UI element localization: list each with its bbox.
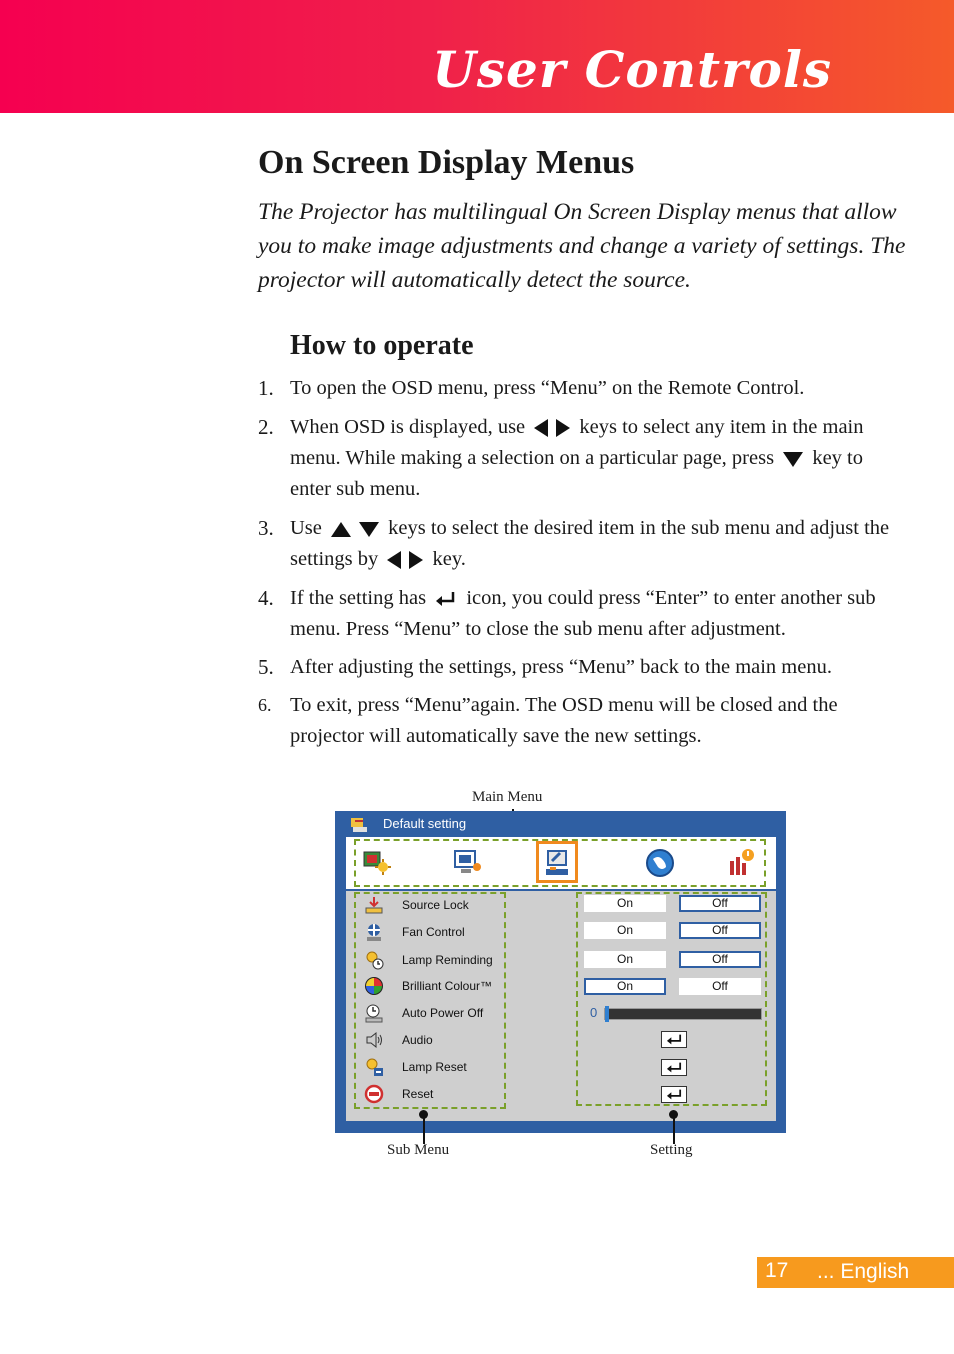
step-number: 5. xyxy=(258,655,274,679)
osd-body: Source Lock Fan Control Lamp Reminding Brilliant Colour™ Auto Power Off Audio Lamp Reset Reset On Off On Off On Off On Off 0 xyxy=(346,891,776,1121)
speaker-icon xyxy=(364,1030,384,1050)
setting-icon[interactable] xyxy=(542,847,574,879)
steps-list xyxy=(258,373,908,752)
step-text-a: If the setting has xyxy=(290,587,427,609)
section-title: On Screen Display Menus xyxy=(258,144,635,181)
step-text-a: Use xyxy=(290,517,322,539)
auto-power-off-value: 0 xyxy=(590,1005,598,1020)
option-brilliant-colour-on[interactable]: On xyxy=(584,978,666,995)
lamp-reminder-icon xyxy=(364,950,384,970)
page-number: 17 xyxy=(765,1259,789,1282)
step-4 xyxy=(258,583,908,645)
image-icon[interactable] xyxy=(360,847,392,879)
audio-enter-icon[interactable] xyxy=(661,1031,687,1048)
reset-enter-icon[interactable] xyxy=(661,1086,687,1103)
step-text-c: key to enter sub menu. xyxy=(290,447,863,500)
section-intro: The Projector has multilingual On Screen Display menus that allow you to make image adjustments and change a variety of settings. The projector will automatically detect the source. xyxy=(258,199,906,293)
auto-power-off-slider[interactable] xyxy=(604,1008,762,1020)
setting-label: Setting xyxy=(650,1142,693,1158)
header-banner xyxy=(0,0,954,113)
setting-pointer xyxy=(673,1114,675,1144)
main-menu-label: Main Menu xyxy=(472,789,543,805)
step-number: 1. xyxy=(258,376,274,400)
source-lock-icon xyxy=(364,895,384,915)
option-source-lock-on[interactable]: On xyxy=(584,895,666,912)
step-text-b: keys to select the desired item in the sub menu and adjust the settings by xyxy=(290,517,890,570)
up-arrow-icon xyxy=(331,522,351,537)
down-arrow-icon xyxy=(359,522,379,537)
page-language: ... English xyxy=(817,1260,910,1283)
display-icon[interactable] xyxy=(451,847,483,879)
step-text: To exit, press “Menu”again. The OSD menu will be closed and the projector will automatically save the new settings. xyxy=(290,694,838,747)
option-fan-control-off[interactable]: Off xyxy=(679,922,761,939)
step-text-b: keys to select any item in the main menu. While making a selection on a particular page, press xyxy=(290,416,864,469)
options-icon[interactable] xyxy=(644,847,676,879)
auto-power-icon xyxy=(364,1003,384,1023)
step-5 xyxy=(258,652,908,683)
step-number: 6. xyxy=(258,695,272,715)
right-arrow-icon xyxy=(409,551,423,569)
page-footer xyxy=(757,1257,954,1288)
colour-wheel-icon xyxy=(364,976,384,996)
step-number: 4. xyxy=(258,586,274,610)
option-source-lock-off[interactable]: Off xyxy=(679,895,761,912)
reset-icon xyxy=(364,1084,384,1104)
option-lamp-reminding-off[interactable]: Off xyxy=(679,951,761,968)
step-1 xyxy=(258,373,908,404)
step-text-a: When OSD is displayed, use xyxy=(290,416,526,438)
settings-tab-icon xyxy=(349,816,369,834)
left-arrow-icon xyxy=(534,419,548,437)
lamp-reset-icon xyxy=(364,1057,384,1077)
step-text: After adjusting the settings, press “Menu” back to the main menu. xyxy=(290,656,832,678)
osd-title: Default setting xyxy=(383,816,467,831)
lamp-reset-enter-icon[interactable] xyxy=(661,1059,687,1076)
sub-menu-label: Sub Menu xyxy=(387,1142,450,1158)
enter-icon xyxy=(435,590,457,608)
step-text-c: key. xyxy=(432,548,466,570)
step-number: 2. xyxy=(258,415,274,439)
step-2 xyxy=(258,412,908,505)
right-arrow-icon xyxy=(556,419,570,437)
down-arrow-icon xyxy=(783,452,803,467)
step-3 xyxy=(258,513,908,575)
left-arrow-icon xyxy=(387,551,401,569)
step-6 xyxy=(258,690,908,752)
slider-knob[interactable] xyxy=(605,1006,609,1022)
header-title: User Controls xyxy=(432,40,832,99)
step-text: To open the OSD menu, press “Menu” on the Remote Control. xyxy=(290,377,805,399)
osd-window xyxy=(335,811,786,1133)
step-number: 3. xyxy=(258,516,274,540)
option-brilliant-colour-off[interactable]: Off xyxy=(679,978,761,995)
info-icon[interactable] xyxy=(724,847,756,879)
option-lamp-reminding-on[interactable]: On xyxy=(584,951,666,968)
option-fan-control-on[interactable]: On xyxy=(584,922,666,939)
step-text-b: icon, you could press “Enter” to enter another sub menu. Press “Menu” to close the sub menu after adjustment. xyxy=(290,587,876,640)
sub-menu-pointer xyxy=(423,1114,425,1144)
howto-title: How to operate xyxy=(290,330,474,361)
osd-main-menu xyxy=(346,837,776,889)
fan-icon xyxy=(364,922,384,942)
